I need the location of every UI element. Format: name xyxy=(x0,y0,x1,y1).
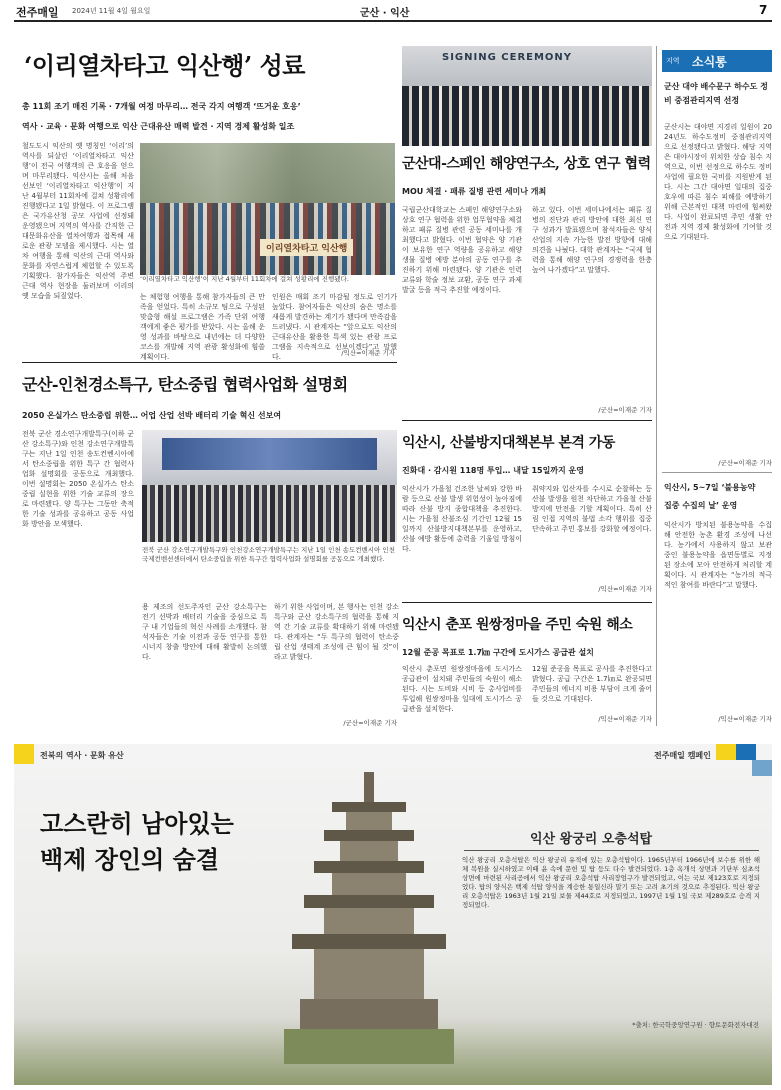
article4-column-2: 취약지와 입산자를 수시로 순찰하는 등 산불 발생을 원천 차단하고 가을철 산불방지에 만전을 기할 계획이다. 특히 산림 인접 지역의 불법 소각 행위를 집중 단속하고 주민 홍보를 강화할 예정이다. xyxy=(532,485,652,533)
ad-headline-1: 고스란히 남아있는 xyxy=(40,809,234,838)
article3-column-3: 하기 위한 사업이며, 본 행사는 인천 강소특구와 군산 강소특구의 협력을 통해 지역 간 기술 교류를 확대하기 위해 마련됐다. 관계자는 “두 특구의 협력이 탄소중립 산업 생태계 조성에 큰 힘이 될 것”이라고 밝혔다. xyxy=(274,603,399,661)
issue-date: 2024년 11월 4일 월요일 xyxy=(72,7,151,15)
article2-headline: 군산대-스페인 해양연구소, 상호 연구 협력 xyxy=(402,156,651,172)
sidebar-item2-title-1: 익산시, 5~7일 ‘불용농약 xyxy=(664,483,756,492)
article3-headline: 군산-인천경소특구, 탄소중립 협력사업화 설명회 xyxy=(22,375,348,394)
sidebar-header xyxy=(662,50,772,72)
ad-corner-right: 전주매일 캠페인 xyxy=(654,751,711,760)
article3-photo xyxy=(142,430,397,542)
article2-column-2: 하고 있다. 이번 세미나에서는 패류 질병의 진단과 관리 방안에 대한 최신 연구 성과가 발표됐으며 참석자들은 양식 산업의 지속 가능한 발전 방향에 대해 의견을 나눴다. 대학 관계자는 “국제 협력을 통해 해양 연구의 경쟁력을 한층 높여 나가겠다”고 말했다. xyxy=(532,206,652,274)
article5-subheading: 12월 준공 목표로 1.7㎞ 구간에 도시가스 공급관 설치 xyxy=(402,648,594,657)
ad-body: 익산 왕궁리 오층석탑은 익산 왕궁리 유적에 있는 오층석탑이다. 1965년부터 1966년에 보수를 위한 해체 복원을 실시하였고 이때 윤 속에 문헌 및 탑 등도 다수 발견되었다. 1층 옥개석 상면과 기단부 심초석 상면에 마련된 사리공에서 익산 왕궁리 오층석탑 사리장엄구가 발견되었고, 이는 국보 제123호로 지정되었다. 탑의 양식은 백제 석탑 양식을 계승한 통일신라 말기 또는 고려 초기의 것으로 추정된다. 익산 왕궁리 오층석탑은 1963년 1월 21일 보물 제44호로 지정되었고, 1997년 1월 1일 국보 제289호로 승격 지정되었다. xyxy=(462,856,760,909)
page-number: 7 xyxy=(759,3,768,17)
pagoda-finial xyxy=(364,772,374,802)
article1-headline: ‘이리열차타고 익산행’ 성료 xyxy=(24,51,305,80)
photo-stage-banner xyxy=(162,438,377,470)
page-header xyxy=(0,0,781,22)
divider-1 xyxy=(22,362,397,363)
article1-column-1: 철도도시 익산의 옛 명칭인 ‘이리’의 역사를 되살린 ‘이리열차타고 익산행’이 전국 여행객의 큰 호응을 얻으며 마무리됐다. 익산시는 올해 처음 선보인 ‘이리열차타고 익산행’이 지난 4월부터 11회차에 걸쳐 성황리에 진행됐다고 1일 밝혔다. 이 프로그램은 국가유산청 공모 사업에 선정돼 운영됐으며 지역의 역사를 간직한 근대문화유산을 열차여행과 접목해 새로운 관광 모델을 제시했다. 시는 열차 여행을 통해 익산의 근대 역사와 문화를 자연스럽게 체험할 수 있도록 기획했다. 참가자들은 익산역 주변 근대 역사 현장을 둘러보며 이리의 옛 모습을 되짚었다. xyxy=(22,142,134,300)
photo-group xyxy=(142,485,397,542)
article5-headline: 익산시 춘포 원쌍정마을 주민 숙원 해소 xyxy=(402,617,633,633)
section-name: 군산 · 익산 xyxy=(360,8,410,19)
article3-byline: /군산=이재준 기자 xyxy=(343,719,397,727)
pagoda-ground xyxy=(284,1029,454,1064)
pagoda-roof-3 xyxy=(314,861,424,873)
ad-pagoda-title: 익산 왕궁리 오층석탑 xyxy=(530,832,653,847)
photo-banner-text: 이리열차타고 익산행 xyxy=(260,239,353,256)
photo-ceremony-banner: SIGNING CEREMONY xyxy=(442,52,573,63)
article3-subheading: 2050 온실가스 탄소중립 위한… 어업 산업 선박 배터리 기술 혁신 선보여 xyxy=(22,411,282,420)
sidebar-divider xyxy=(656,46,657,726)
article1-photo xyxy=(140,143,395,275)
ad-corner-accent-yellow xyxy=(14,744,34,764)
sidebar-title: 소식통 xyxy=(692,55,727,69)
article1-subheading-1: 총 11회 조기 매진 기록 · 7개월 여정 마무리… 전국 각지 여행객 ‘뜨거운 호응’ xyxy=(22,102,301,111)
sidebar-item1-byline: /군산=이재준 기자 xyxy=(718,459,772,467)
sidebar-item2-byline: /익산=이재준 기자 xyxy=(718,715,772,723)
article1-column-2: 는 체험형 여행을 통해 참가자들의 큰 만족을 얻었다. 특히 소규모 팀으로 구성된 맞춤형 해설 프로그램은 가족 단위 여행객에게 좋은 평가를 받았다. 시는 올해 운영 성과를 바탕으로 내년에는 더 다양한 코스를 개발해 지역 관광 활성화에 힘쓸 계획이다. xyxy=(140,293,265,361)
sidebar-label: 지역 xyxy=(666,57,680,65)
pagoda-roof-5 xyxy=(332,802,406,812)
ad-headline-2: 백제 장인의 숨결 xyxy=(40,845,219,874)
article4-headline: 익산시, 산불방지대책본부 본격 가동 xyxy=(402,435,615,451)
sidebar-item-divider xyxy=(662,472,772,473)
article1-photo-caption: ‘이리열차타고 익산행’이 지난 4월부터 11회차에 걸쳐 성황리에 진행됐다. xyxy=(140,275,349,283)
article2-photo xyxy=(402,46,652,146)
divider-3 xyxy=(402,602,652,603)
article3-column-2: 용 제조의 선도주자인 군산 강소특구는 전기 선박과 배터리 기술을 중심으로 특구 내 기업들의 혁신 사례를 소개했다. 참석자들은 기술 이전과 공동 연구를 통한 시너지 창출 방안에 대해 활발히 논의했다. xyxy=(142,603,267,661)
article4-byline: /익산=이재준 기자 xyxy=(598,585,652,593)
pagoda-base xyxy=(300,999,438,1029)
ad-source: *출처: 한국학중앙연구원 · 향토문화전자대전 xyxy=(632,1021,759,1029)
article3-photo-caption: 전북 군산 강소연구개발특구와 인천강소연구개발특구는 지난 1일 인천 송도컨벤시아 인천국제컨벤션센터에서 탄소중립을 위한 특구간 협력사업화 설명회를 공동으로 개최했다. xyxy=(142,546,395,563)
campaign-ad xyxy=(14,744,772,1085)
pagoda-roof-4 xyxy=(324,830,414,841)
pagoda-illustration xyxy=(284,764,454,1064)
pagoda-roof-1 xyxy=(292,934,446,949)
article5-byline: /익산=이재준 기자 xyxy=(598,715,652,723)
paper-name: 전주매일 xyxy=(16,6,59,19)
sidebar-item2-body: 익산시가 방치된 불용농약을 수집해 안전한 농촌 환경 조성에 나선다. 농가에서 사용하지 않고 보관 중인 불용농약을 읍면동별로 지정된 장소에 모아 안전하게 처리할 계획이다. 시 관계자는 “농가의 적극적인 참여를 바란다”고 말했다. xyxy=(664,521,772,589)
article5-column-1: 익산시 춘포면 원쌍정마을에 도시가스 공급관이 설치돼 주민들의 숙원이 해소된다. 시는 도비와 시비 등 총사업비를 투입해 원쌍정마을 일대에 도시가스 공급관을 설치한다. xyxy=(402,665,522,713)
pagoda-body-4 xyxy=(340,841,398,861)
article1-subheading-2: 역사 · 교육 · 문화 여행으로 익산 근대유산 매력 발견 · 지역 경제 활성화 일조 xyxy=(22,122,295,131)
article1-column-3: 인원은 매회 조기 마감될 정도로 인기가 높았다. 참여자들은 익산의 숨은 명소를 새롭게 발견하는 계기가 됐다며 만족감을 드러냈다. 시 관계자는 “앞으로도 익산의 근대유산을 활용한 특색 있는 관광 프로그램을 지속적으로 선보이겠다”고 말했다. xyxy=(272,293,397,361)
pagoda-body-2 xyxy=(324,908,414,934)
article4-subheading: 진화대 · 감시원 118명 투입… 내달 15일까지 운영 xyxy=(402,466,585,475)
article2-column-1: 국립군산대학교는 스페인 해양연구소와 상호 연구 협력을 위한 업무협약을 체결하고 패류 질병 관련 공동 세미나를 개최했다고 밝혔다. 이번 협약은 양 기관이 보유한 연구 역량을 공유하고 해양 생물 질병 예방 분야의 공동 연구를 추진하기 위해 마련됐다. 양 기관은 인력 교류와 학술 정보 교환, 공동 연구 과제 발굴 등을 적극 추진할 예정이다. xyxy=(402,206,522,294)
sidebar-item2-title-2: 집중 수집의 날’ 운영 xyxy=(664,501,738,510)
photo-trees xyxy=(140,143,395,203)
ad-title-rule xyxy=(464,850,759,851)
header-rule xyxy=(14,20,772,22)
ad-corner-left: 전북의 역사 · 문화 유산 xyxy=(40,751,124,760)
sidebar-item1-body: 군산시는 대야면 지경리 일원이 2024년도 하수도정비 중점관리지역으로 선정됐다고 밝혔다. 해당 지역은 대야시장이 위치한 상습 침수 지역으로, 이번 선정으로 하수도 정비 사업에 필요한 국비를 지원받게 된다. 시는 그간 대야면 일대의 집중 호우에 따른 침수 피해를 예방하기 위해 근본적인 대책 마련에 힘써왔다. 사업이 완료되면 주민 생활 안전과 지역 경제 활성화에 기여할 것으로 기대된다. xyxy=(664,123,772,241)
ad-accent-block-2 xyxy=(736,744,756,760)
article5-column-2: 12월 준공을 목표로 공사를 추진한다고 밝혔다. 공급 구간은 1.7㎞로 완공되면 주민들의 에너지 비용 부담이 크게 줄어들 것으로 기대된다. xyxy=(532,665,652,703)
pagoda-body-5 xyxy=(346,812,392,830)
ad-accent-block-3 xyxy=(752,760,772,776)
divider-2 xyxy=(402,420,652,421)
photo-participants xyxy=(402,86,652,146)
article2-subheading: MOU 체결 · 패류 질병 관련 세미나 개최 xyxy=(402,187,547,196)
article3-column-1: 전북 군산 경소연구개발특구(이하 군산 강소특구)와 인천 강소연구개발특구는 지난 1일 인천 송도컨벤시아에서 탄소중립을 위한 특구 간 협력사업화 설명회를 공동으로 개최했다. 이번 설명회는 2050 온실가스 탄소중립 실현을 위한 기술 교류의 장으로 마련됐다. 양 특구는 그동안 축적한 기술 성과를 공유하고 공동 사업화 방안을 모색했다. xyxy=(22,430,134,528)
article1-byline: /익산=이재준 기자 xyxy=(341,349,395,357)
sidebar-item1-title: 군산 대야 배수문구 하수도 정비 중점관리지역 선정 xyxy=(664,82,768,105)
pagoda-body-3 xyxy=(332,873,406,895)
pagoda-body-1 xyxy=(314,949,424,999)
article2-byline: /군산=이재준 기자 xyxy=(598,406,652,414)
pagoda-roof-2 xyxy=(304,895,434,908)
ad-accent-block-1 xyxy=(716,744,736,760)
article4-column-1: 익산시가 가을철 건조한 날씨와 강한 바람 등으로 산불 발생 위험성이 높아짐에 따라 산불 방지 종합대책을 추진한다. 시는 가을철 산불조심 기간인 12월 15일까지 산불방지대책본부를 운영하고, 산불 예방 활동에 총력을 기울일 방침이다. xyxy=(402,485,522,553)
